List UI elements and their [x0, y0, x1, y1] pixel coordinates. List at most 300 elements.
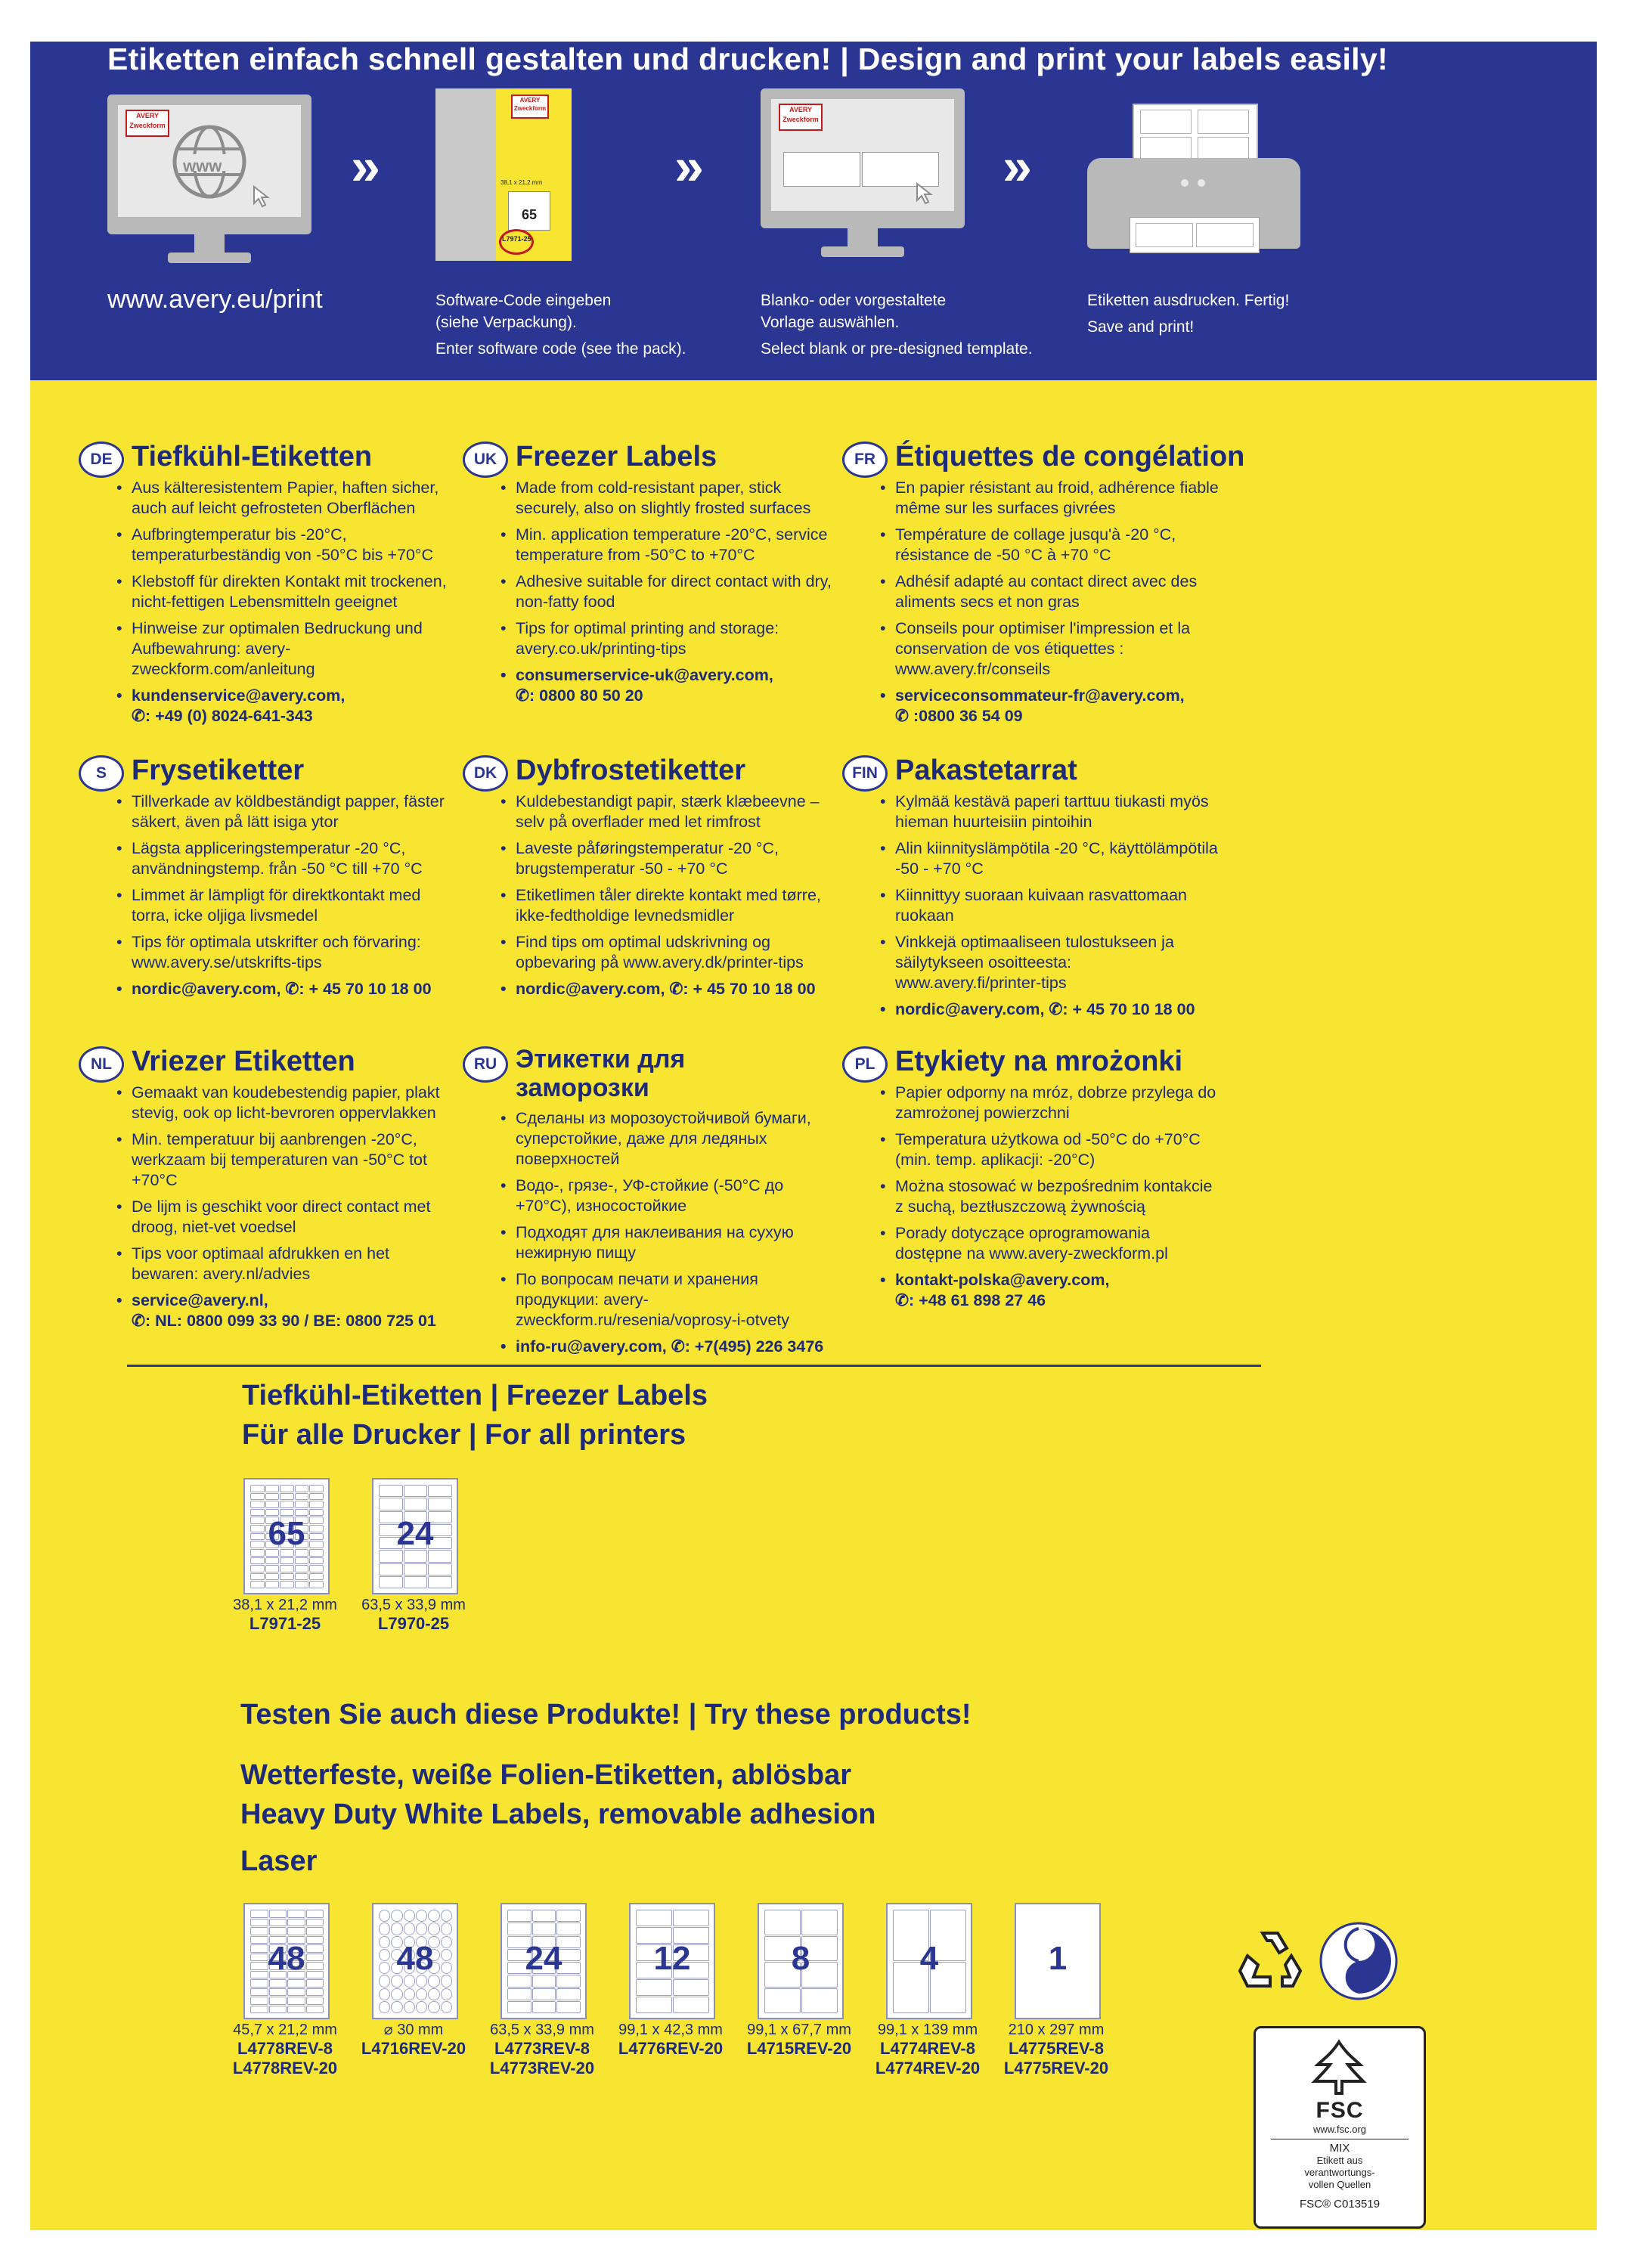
label-cell [287, 1910, 305, 1918]
label-cell [309, 1573, 324, 1581]
product-code: L4716REV-20 [361, 2039, 466, 2058]
label-cell [269, 1910, 287, 1918]
label-cell [379, 1923, 390, 1935]
country-code-badge: NL [79, 1046, 124, 1083]
label-cell [507, 1923, 531, 1935]
label-cell [532, 1910, 556, 1922]
lang-heading [842, 438, 1245, 476]
label-cell [309, 1557, 324, 1565]
label-cell [416, 1988, 427, 2000]
feature-item: • Tillverkade av köldbeständigt papper, fäster säkert, även på lätt isiga ytor [132, 792, 457, 832]
label-cell [265, 1573, 280, 1581]
label-cell [306, 1919, 324, 1927]
label-cell [295, 1565, 309, 1572]
label-cell [295, 1557, 309, 1565]
feature-item: • По вопросам печати и хранения продукции: avery-zweckform.ru/resenia/voprosy-i-otvety [516, 1269, 841, 1331]
label-cell [404, 1485, 428, 1497]
product-code: L4778REV-8 [237, 2039, 333, 2058]
feature-item: • Aufbringtemperatur bis -20°C, temperaturbeständig von -50°C bis +70°C [132, 525, 457, 565]
label-cell [428, 1576, 452, 1588]
lang-title: Tiefkühl-Etiketten [132, 441, 373, 472]
lang-block-s [79, 752, 457, 1005]
product-code-alt: L4778REV-20 [232, 2059, 338, 2077]
country-code-badge: FR [842, 442, 888, 478]
range-subtitle: Für alle Drucker | For all printers [242, 1419, 686, 1451]
labels-per-sheet: 65 [268, 1515, 305, 1552]
label-cell [265, 1565, 280, 1572]
label-sheet-thumbnail [629, 1903, 715, 2019]
product-code-alt: L4773REV-20 [489, 2059, 595, 2077]
label-cell [507, 2001, 531, 2013]
label-cell [404, 1910, 415, 1922]
contact-info[interactable] [132, 979, 457, 999]
try-subtitle-de: Wetterfeste, weiße Folien-Etiketten, ablösbar [240, 1759, 852, 1791]
label-cell [287, 1979, 305, 1988]
feature-item: • Można stosować w bezpośrednim kontakcie z suchą, beztłuszczową żywnością [895, 1176, 1220, 1217]
contact-phone: ✆: 0800 80 50 20 [516, 686, 643, 705]
feature-item: • Laveste påføringstemperatur -20 °C, brugstemperatur -50 - +70 °C [516, 838, 841, 879]
chevron-right-icon: » [351, 137, 380, 196]
labels-per-sheet: 24 [396, 1515, 434, 1552]
feature-item: • Temperatura użytkowa od -50°C do +70°C (min. temp. aplikacji: -20°C) [895, 1129, 1220, 1170]
feature-list [516, 478, 841, 706]
label-cell [404, 1576, 428, 1588]
lang-title: Freezer Labels [516, 441, 717, 472]
label-cell [280, 1485, 294, 1492]
country-code-badge: RU [463, 1046, 508, 1083]
feature-item: • Gemaakt van koudebestendig papier, plakt stevig, ook op licht-bevroren oppervlakken [132, 1083, 457, 1123]
lang-title: Etykiety na mrożonki [895, 1046, 1183, 1077]
label-cell [295, 1485, 309, 1492]
labels-per-sheet: 12 [653, 1940, 691, 1977]
product-code: L4773REV-8 [494, 2039, 590, 2058]
feature-item: • Kuldebestandigt papir, stærk klæbeevne – selv på overflader med let rimfrost [516, 792, 841, 832]
label-cell [801, 1910, 838, 1935]
label-cell [269, 1988, 287, 1997]
label-cell [265, 1557, 280, 1565]
lang-heading [463, 752, 841, 790]
fsc-site: www.fsc.org [1312, 2124, 1367, 2135]
label-cell [265, 1485, 280, 1492]
lang-title: Frysetiketter [132, 754, 305, 786]
country-code-badge: S [79, 755, 124, 792]
label-cell [280, 1557, 294, 1565]
label-cell [250, 1581, 265, 1588]
label-cell [309, 1565, 324, 1572]
contact-email[interactable]: • serviceconsommateur-fr@avery.com, [895, 686, 1185, 705]
lang-block-ru [463, 1043, 841, 1363]
feature-item: • Lägsta appliceringstemperatur -20 °C, användningstemp. från -50 °C till +70 °C [132, 838, 457, 879]
label-cell [801, 1988, 838, 2014]
cursor-icon [253, 185, 272, 208]
label-sheet-thumbnail [886, 1903, 972, 2019]
feature-list [895, 792, 1220, 1020]
country-code-badge: FIN [842, 755, 888, 792]
lang-heading [79, 1043, 457, 1081]
label-cell [250, 1927, 268, 1935]
try-subtitle-en: Heavy Duty White Labels, removable adhesion [240, 1799, 876, 1830]
label-cell [416, 2001, 427, 2013]
contact-email[interactable]: • info-ru@avery.com, ✆: +7(495) 226 3476 [516, 1337, 824, 1356]
label-cell [269, 1927, 287, 1935]
label-cell [306, 1979, 324, 1988]
label-cell [532, 2001, 556, 2013]
lang-title: Étiquettes de congélation [895, 441, 1245, 472]
instructions-banner [30, 42, 1597, 380]
template-monitor-illustration [761, 88, 965, 277]
label-cell [404, 1498, 428, 1510]
label-cell [764, 1910, 801, 1935]
label-cell [391, 2001, 402, 2013]
lang-heading [79, 752, 457, 790]
pack-code: L7971-25 [502, 235, 531, 243]
country-code-badge: DK [463, 755, 508, 792]
contact-phone: ✆ :0800 36 54 09 [895, 707, 1023, 725]
product-caption [981, 2021, 1132, 2078]
contact-info[interactable] [895, 1270, 1220, 1311]
label-cell [532, 1923, 556, 1935]
step-print: Etiketten ausdrucken. Fertig! Save and print! [1087, 292, 1290, 336]
label-cell [265, 1493, 280, 1501]
feature-item: • Alin kiinnityslämpötila -20 °C, käyttölämpötila -50 - +70 °C [895, 838, 1220, 879]
monitor-illustration [107, 94, 311, 276]
contact-info[interactable] [516, 979, 841, 999]
country-code-badge: UK [463, 442, 508, 478]
lang-title: Pakastetarrat [895, 754, 1077, 786]
label-cell [556, 1988, 581, 2000]
feature-list [516, 792, 841, 999]
product-caption [338, 1596, 489, 1634]
label-cell [636, 1979, 672, 1996]
label-cell [265, 1581, 280, 1588]
contact-info[interactable] [132, 686, 457, 727]
label-cell [306, 1997, 324, 2005]
label-cell [428, 1988, 439, 2000]
label-cell [379, 1988, 390, 2000]
label-cell [287, 1919, 305, 1927]
feature-list [132, 792, 457, 999]
feature-item: • Adhésif adapté au contact direct avec des aliments secs et non gras [895, 572, 1220, 612]
feature-item: • Porady dotyczące oprogramowania dostępne na www.avery-zweckform.pl [895, 1223, 1220, 1264]
product-code-alt: L4774REV-20 [875, 2059, 981, 2077]
feature-item: • Made from cold-resistant paper, stick securely, also on slightly frosted surfaces [516, 478, 841, 519]
label-cell [556, 1910, 581, 1922]
contact-email[interactable]: • kontakt-polska@avery.com, [895, 1271, 1110, 1289]
label-cell [250, 1565, 265, 1572]
label-cell [250, 1919, 268, 1927]
label-cell [379, 2001, 390, 2013]
label-cell [295, 1501, 309, 1508]
lang-block-pl [842, 1043, 1220, 1317]
label-cell [636, 1997, 672, 2013]
fsc-certification-badge: FSC www.fsc.org MIX Etikett aus verantwortungs- vollen Quellen FSC® C013519 [1254, 2026, 1426, 2229]
contact-email[interactable]: • nordic@avery.com, ✆: + 45 70 10 18 00 [132, 980, 432, 998]
label-cell [673, 1910, 709, 1926]
labels-per-sheet: 8 [791, 1940, 810, 1977]
contact-email[interactable]: • nordic@avery.com, ✆: + 45 70 10 18 00 [895, 1000, 1195, 1018]
label-sheet-thumbnail [758, 1903, 844, 2019]
lang-heading [463, 1043, 841, 1102]
contact-email[interactable]: • kundenservice@avery.com, [132, 686, 346, 705]
label-cell [306, 1910, 324, 1918]
label-cell [295, 1581, 309, 1588]
section-divider [127, 1365, 1261, 1367]
fsc-mix: MIX [1329, 2142, 1350, 2155]
label-cell [379, 1576, 403, 1588]
label-cell [287, 1927, 305, 1935]
product-code: L4776REV-20 [618, 2039, 724, 2058]
label-cell [287, 2006, 305, 2014]
label-sheet-thumbnail [500, 1903, 587, 2019]
labels-per-sheet: 4 [919, 1940, 939, 1977]
try-subtitle-laser: Laser [240, 1845, 318, 1877]
label-cell [379, 1485, 403, 1497]
contact-phone: ✆: +49 (0) 8024-641-343 [132, 707, 313, 725]
label-cell [250, 1988, 268, 1997]
label-size: 210 x 297 mm [1008, 2022, 1105, 2038]
feature-item: • Min. temperatuur bij aanbrengen -20°C, werkzaam bij temperaturen van -50°C tot +70°C [132, 1129, 457, 1191]
contact-phone: ✆: +48 61 898 27 46 [895, 1291, 1046, 1309]
label-cell [306, 2006, 324, 2014]
contact-email[interactable]: • service@avery.nl, [132, 1291, 268, 1309]
feature-item: • Hinweise zur optimalen Bedruckung und Aufbewahrung: avery-zweckform.com/anleitung [132, 618, 457, 680]
label-cell [280, 1581, 294, 1588]
feature-item: • Adhesive suitable for direct contact with dry, non-fatty food [516, 572, 841, 612]
label-sheet-thumbnail [372, 1478, 458, 1594]
feature-list [132, 478, 457, 727]
label-cell [250, 1979, 268, 1988]
contact-info[interactable] [516, 1337, 841, 1357]
lang-block-fin [842, 752, 1220, 1026]
label-cell [556, 1923, 581, 1935]
contact-info[interactable] [895, 999, 1220, 1020]
chevron-right-icon: » [1003, 137, 1032, 196]
lang-heading [463, 438, 841, 476]
label-cell [764, 1988, 801, 2014]
recycle-icon [1232, 1923, 1308, 1998]
lang-heading [842, 1043, 1220, 1081]
label-cell [309, 1493, 324, 1501]
feature-item: • En papier résistant au froid, adhérence fiable même sur les surfaces givrées [895, 478, 1220, 519]
contact-info[interactable] [132, 1290, 457, 1331]
feature-item: • Tips for optimal printing and storage: avery.co.uk/printing-tips [516, 618, 841, 659]
banner-title: Etiketten einfach schnell gestalten und drucken! | Design and print your labels easily! [107, 42, 1388, 76]
lang-heading [79, 438, 457, 476]
avery-logo-template: AVERY Zweckform [779, 104, 823, 131]
feature-list [895, 1083, 1220, 1311]
label-size: 63,5 x 33,9 mm [490, 2022, 594, 2038]
product-code: L7971-25 [249, 1614, 321, 1633]
contact-phone: ✆: NL: 0800 099 33 90 / BE: 0800 725 01 [132, 1312, 436, 1330]
feature-list [132, 1083, 457, 1331]
label-cell [507, 1910, 531, 1922]
country-code-badge: PL [842, 1046, 888, 1083]
feature-list [895, 478, 1220, 727]
step-enter-code: Software-Code eingeben (siehe Verpackung). Enter software code (see the pack). [435, 292, 686, 358]
label-cell [269, 2006, 287, 2014]
cursor-icon [916, 182, 935, 205]
label-cell [280, 1493, 294, 1501]
product-code: L4774REV-8 [880, 2039, 975, 2058]
labels-per-sheet: 48 [268, 1940, 305, 1977]
label-cell [673, 1997, 709, 2013]
label-cell [250, 1557, 265, 1565]
label-cell [306, 1988, 324, 1997]
label-sheet-thumbnail [243, 1903, 330, 2019]
feature-item: • Водо-, грязе-, УФ-стойкие (-50°C до +70°C), износостойкие [516, 1176, 841, 1216]
label-cell [379, 1498, 403, 1510]
fsc-tree-icon [1309, 2039, 1369, 2096]
label-cell [250, 1501, 265, 1508]
label-cell [269, 1919, 287, 1927]
lang-block-de [79, 438, 457, 733]
label-cell [280, 1573, 294, 1581]
label-cell [250, 2006, 268, 2014]
www-text: www [183, 156, 222, 175]
label-cell [428, 1910, 439, 1922]
feature-item: • Vinkkejä optimaaliseen tulostukseen ja säilytykseen osoitteesta: www.avery.fi/printer-tips [895, 932, 1220, 993]
label-size: 99,1 x 67,7 mm [747, 2022, 851, 2038]
pack-count: 65 [522, 207, 538, 222]
feature-item: • De lijm is geschikt voor direct contact met droog, niet-vet voedsel [132, 1197, 457, 1238]
step-select-template: Blanko- oder vorgestaltete Vorlage auswählen. Select blank or pre-designed template. [761, 292, 1033, 358]
label-cell [507, 1988, 531, 2000]
feature-item: • Tips för optimala utskrifter och förvaring: www.avery.se/utskrifts-tips [132, 932, 457, 973]
product-code: L4775REV-8 [1009, 2039, 1104, 2058]
product-code-alt: L4775REV-20 [1003, 2059, 1109, 2077]
fsc-mark: FSC [1316, 2098, 1364, 2123]
feature-item: • Papier odporny na mróz, dobrze przylega do zamrożonej powierzchni [895, 1083, 1220, 1123]
feature-item: • Сделаны из морозоустойчивой бумаги, суперстойкие, даже для ледяных поверхностей [516, 1108, 841, 1170]
label-cell [295, 1573, 309, 1581]
label-cell [416, 1923, 427, 1935]
label-sheet-thumbnail [243, 1478, 330, 1594]
label-cell [441, 1923, 452, 1935]
avery-print-url[interactable]: www.avery.eu/print [107, 285, 323, 314]
contact-info[interactable] [895, 686, 1220, 727]
contact-email[interactable]: • nordic@avery.com, ✆: + 45 70 10 18 00 [516, 980, 816, 998]
label-cell [391, 1988, 402, 2000]
label-cell [250, 1997, 268, 2005]
label-size: 99,1 x 139 mm [877, 2022, 978, 2038]
lang-heading [842, 752, 1220, 790]
label-cell [404, 1923, 415, 1935]
labels-per-sheet: 24 [525, 1940, 562, 1977]
try-title: Testen Sie auch diese Produkte! | Try these products! [240, 1699, 972, 1730]
label-cell [391, 1910, 402, 1922]
label-size: 45,7 x 21,2 mm [233, 2022, 337, 2038]
label-cell [295, 1493, 309, 1501]
label-size: ⌀ 30 mm [383, 2022, 444, 2038]
labels-per-sheet: 48 [396, 1940, 434, 1977]
range-title: Tiefkühl-Etiketten | Freezer Labels [242, 1380, 708, 1411]
feature-item: • Aus kälteresistentem Papier, haften sicher, auch auf leicht gefrosteten Oberflächen [132, 478, 457, 519]
label-cell [532, 1988, 556, 2000]
label-sheet-thumbnail [1015, 1903, 1101, 2019]
label-cell [269, 1979, 287, 1988]
avery-logo-pack: AVERY Zweckform [511, 94, 549, 119]
label-cell [636, 1910, 672, 1926]
label-cell [309, 1485, 324, 1492]
avery-logo-mini: AVERY Zweckform [126, 110, 169, 137]
label-cell [441, 1988, 452, 2000]
product-code: L7970-25 [377, 1614, 450, 1633]
label-cell [287, 1997, 305, 2005]
feature-item: • Kiinnittyy suoraan kuivaan rasvattomaan ruokaan [895, 885, 1220, 926]
label-cell [404, 2001, 415, 2013]
label-cell [280, 1501, 294, 1508]
label-cell [250, 1493, 265, 1501]
feature-item: • Etiketlimen tåler direkte kontakt med tørre, ikke-fedtholdige levnedsmidler [516, 885, 841, 926]
feature-item: • Klebstoff für direkten Kontakt mit trockenen, nicht-fettigen Lebensmitteln geeignet [132, 572, 457, 612]
label-cell [309, 1501, 324, 1508]
label-cell [379, 1910, 390, 1922]
label-cell [250, 1573, 265, 1581]
fsc-license: FSC® C013519 [1299, 2198, 1381, 2211]
chevron-right-icon: » [674, 137, 704, 196]
label-cell [556, 2001, 581, 2013]
label-cell [250, 1485, 265, 1492]
label-cell [404, 1563, 428, 1576]
lang-block-uk [463, 438, 841, 712]
lang-block-nl [79, 1043, 457, 1337]
label-cell [441, 1910, 452, 1922]
label-size: 63,5 x 33,9 mm [361, 1597, 466, 1613]
label-cell [250, 1910, 268, 1918]
lang-block-dk [463, 752, 841, 1005]
labels-per-sheet: 1 [1048, 1940, 1068, 1977]
label-cell [379, 1563, 403, 1576]
contact-info[interactable] [516, 665, 841, 706]
label-cell [306, 1927, 324, 1935]
feature-item: • Température de collage jusqu'à -20 °C, résistance de -50 °C à +70 °C [895, 525, 1220, 565]
green-dot-icon [1317, 1919, 1400, 2003]
label-cell [416, 1910, 427, 1922]
label-cell [428, 1923, 439, 1935]
label-cell [673, 1979, 709, 1996]
label-size: 38,1 x 21,2 mm [233, 1597, 337, 1613]
label-cell [309, 1581, 324, 1588]
lang-block-fr [842, 438, 1245, 733]
yellow-sheet [30, 42, 1597, 2230]
label-cell [441, 2001, 452, 2013]
label-cell [428, 2001, 439, 2013]
feature-item: • Kylmää kestävä paperi tarttuu tiukasti myös hieman huurteisiin pintoihin [895, 792, 1220, 832]
feature-list [516, 1108, 841, 1357]
label-cell [391, 1923, 402, 1935]
lang-title: Vriezer Etiketten [132, 1046, 355, 1077]
feature-item: • Min. application temperature -20°C, service temperature from -50°C to +70°C [516, 525, 841, 565]
product-code: L4715REV-20 [746, 2039, 852, 2058]
feature-item: • Conseils pour optimiser l'impression et la conservation de vos étiquettes : www.avery.fr/conseils [895, 618, 1220, 680]
feature-item: • Подходят для наклеивания на сухую нежирную пищу [516, 1222, 841, 1263]
contact-email[interactable]: • consumerservice-uk@avery.com, [516, 666, 773, 684]
feature-item: • Find tips om optimal udskrivning og opbevaring på www.avery.dk/printer-tips [516, 932, 841, 973]
lang-title: Dybfrostetiketter [516, 754, 746, 786]
software-code-illustration [435, 88, 572, 261]
pack-size-text: 38,1 x 21,2 mm [500, 179, 543, 186]
label-cell [269, 1997, 287, 2005]
feature-item: • Tips voor optimaal afdrukken en het bewaren: avery.nl/advies [132, 1244, 457, 1284]
label-cell [404, 1988, 415, 2000]
lang-title: Этикетки для заморозки [516, 1045, 686, 1102]
label-cell [280, 1565, 294, 1572]
country-code-badge: DE [79, 442, 124, 478]
label-cell [428, 1485, 452, 1497]
label-cell [428, 1498, 452, 1510]
label-size: 99,1 x 42,3 mm [618, 2022, 723, 2038]
printer-illustration [1087, 104, 1300, 267]
